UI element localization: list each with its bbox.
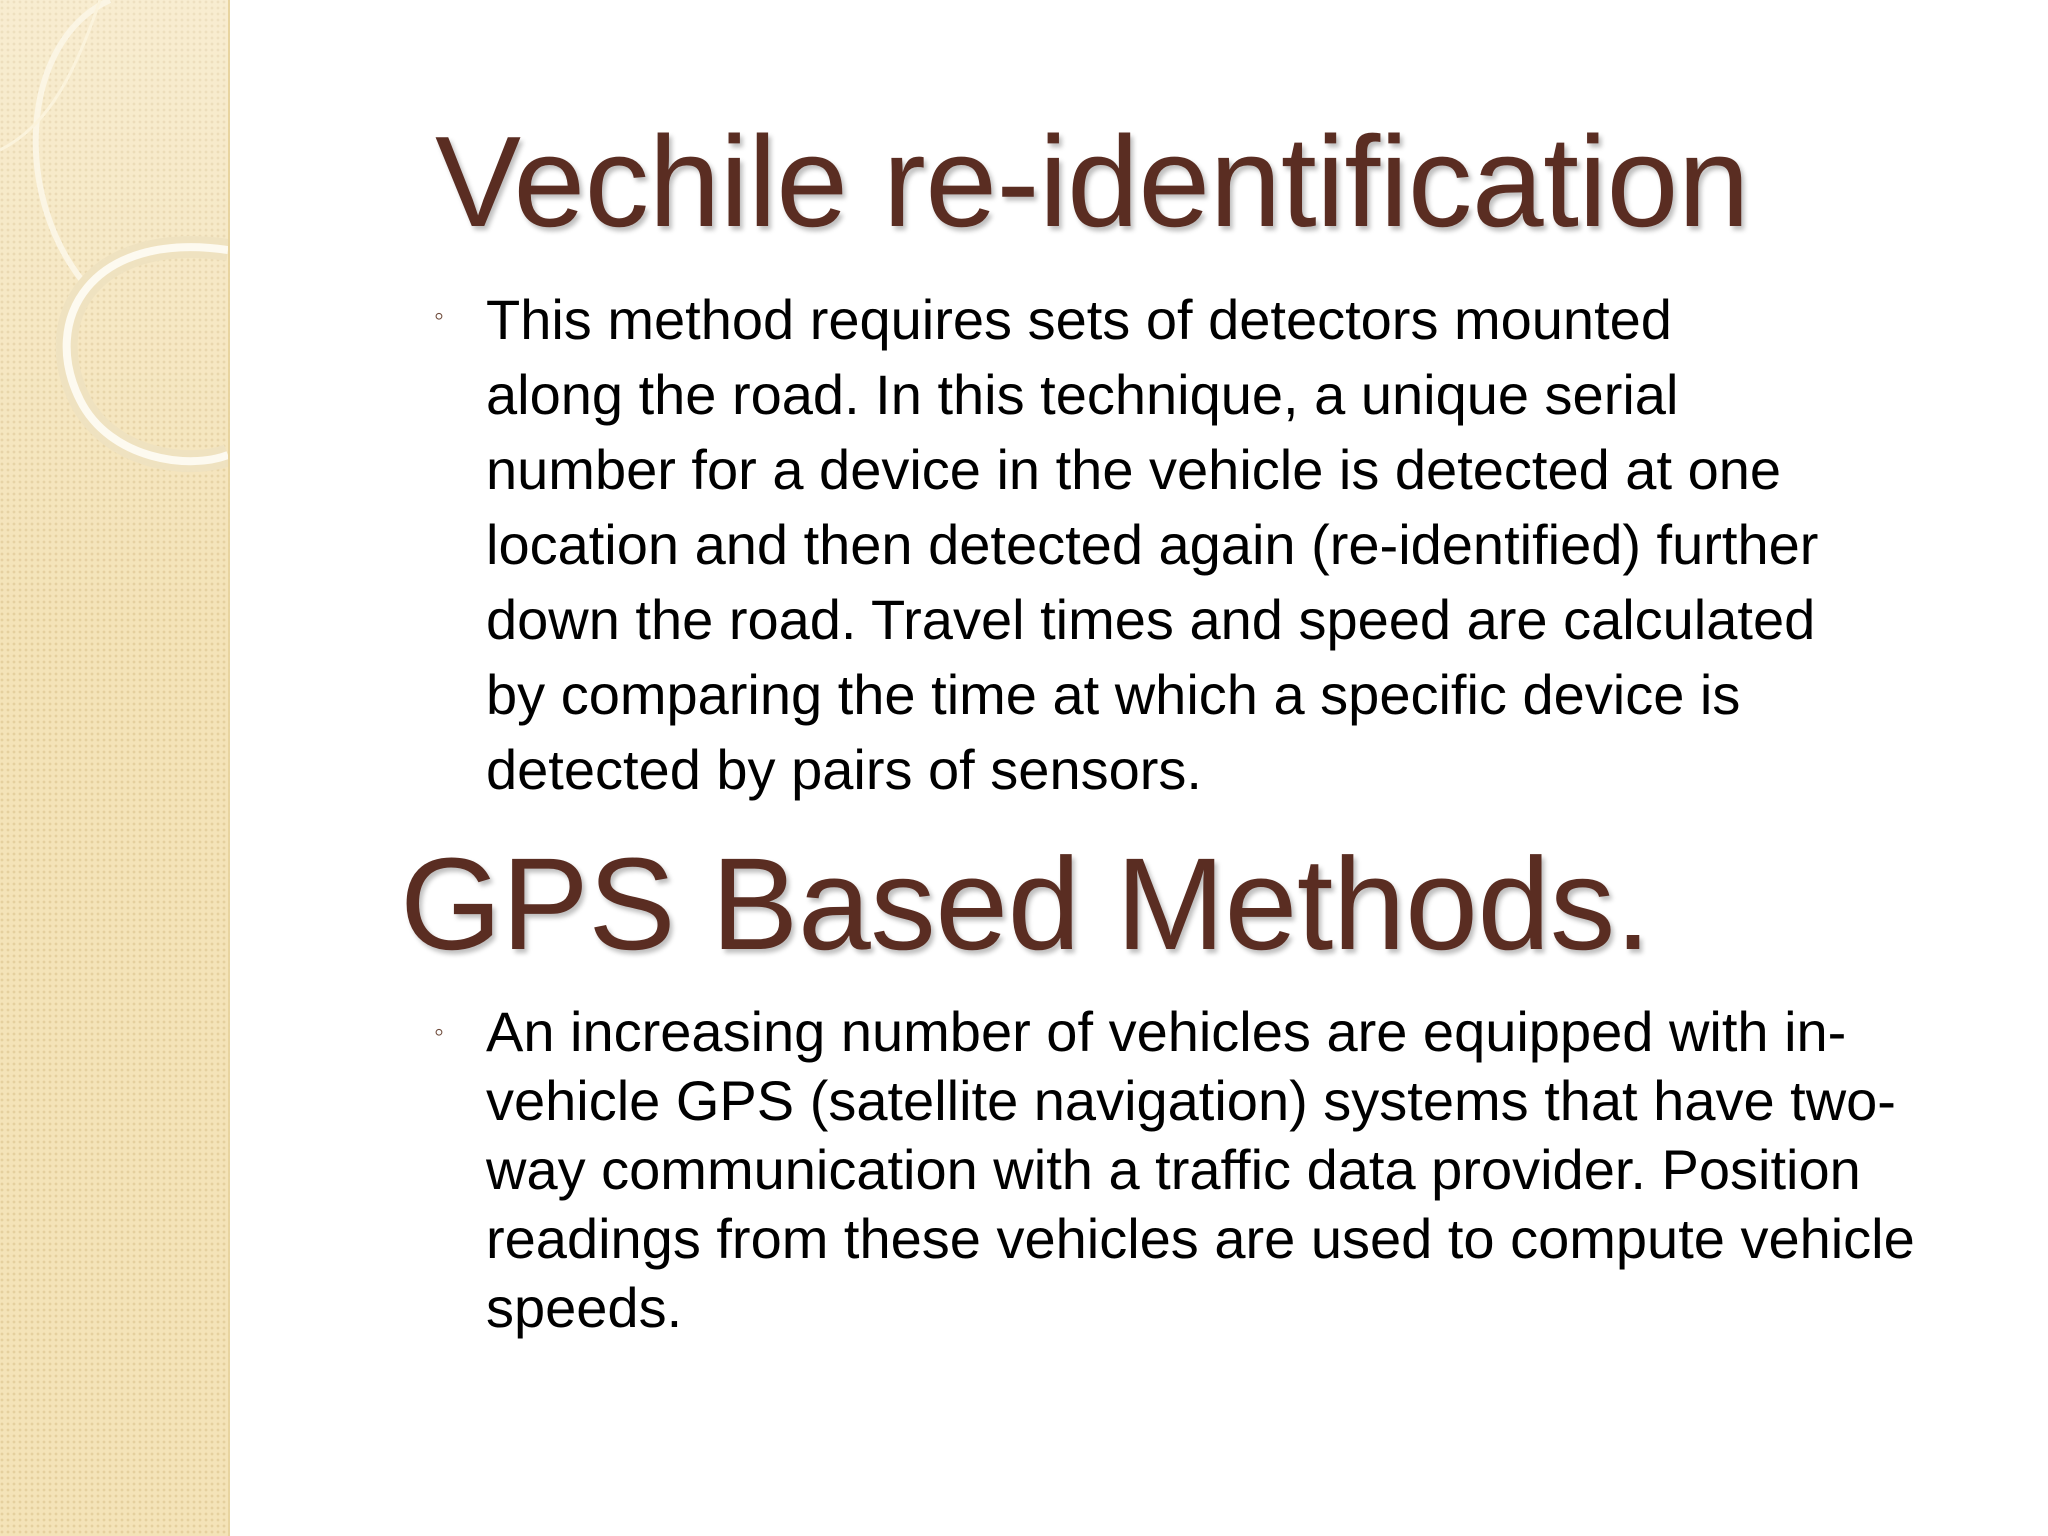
- paragraph-line: along the road. In this technique, a unique serial: [486, 363, 1679, 426]
- paragraph-line: by comparing the time at which a specific device is: [486, 663, 1741, 726]
- decorative-swirl-icon: [0, 0, 228, 520]
- paragraph-line: down the road. Travel times and speed are calculated: [486, 588, 1816, 651]
- paragraph-line: vehicle GPS (satellite navigation) systems that have two-: [486, 1069, 1896, 1132]
- paragraph-line: This method requires sets of detectors mounted: [486, 288, 1672, 351]
- paragraph-line: way communication with a traffic data provider. Position: [486, 1138, 1861, 1201]
- bullet-circle-icon: ◦: [434, 300, 444, 331]
- paragraph-line: An increasing number of vehicles are equipped with in-: [486, 1000, 1847, 1063]
- paragraph-line: speeds.: [486, 1276, 683, 1339]
- paragraph-line: detected by pairs of sensors.: [486, 738, 1202, 801]
- paragraph-line: readings from these vehicles are used to compute vehicle: [486, 1207, 1915, 1270]
- section-title-gps-based-methods: GPS Based Methods.: [400, 830, 1651, 977]
- bullet-circle-icon: ◦: [434, 1016, 444, 1047]
- paragraph-vehicle-reidentification: [486, 282, 2026, 807]
- paragraph-gps-based-methods: [486, 997, 1946, 1342]
- paragraph-line: location and then detected again (re-identified) further: [486, 513, 1819, 576]
- section-title-vehicle-reidentification: Vechile re-identification: [435, 110, 1750, 254]
- paragraph-line: number for a device in the vehicle is detected at one: [486, 438, 1781, 501]
